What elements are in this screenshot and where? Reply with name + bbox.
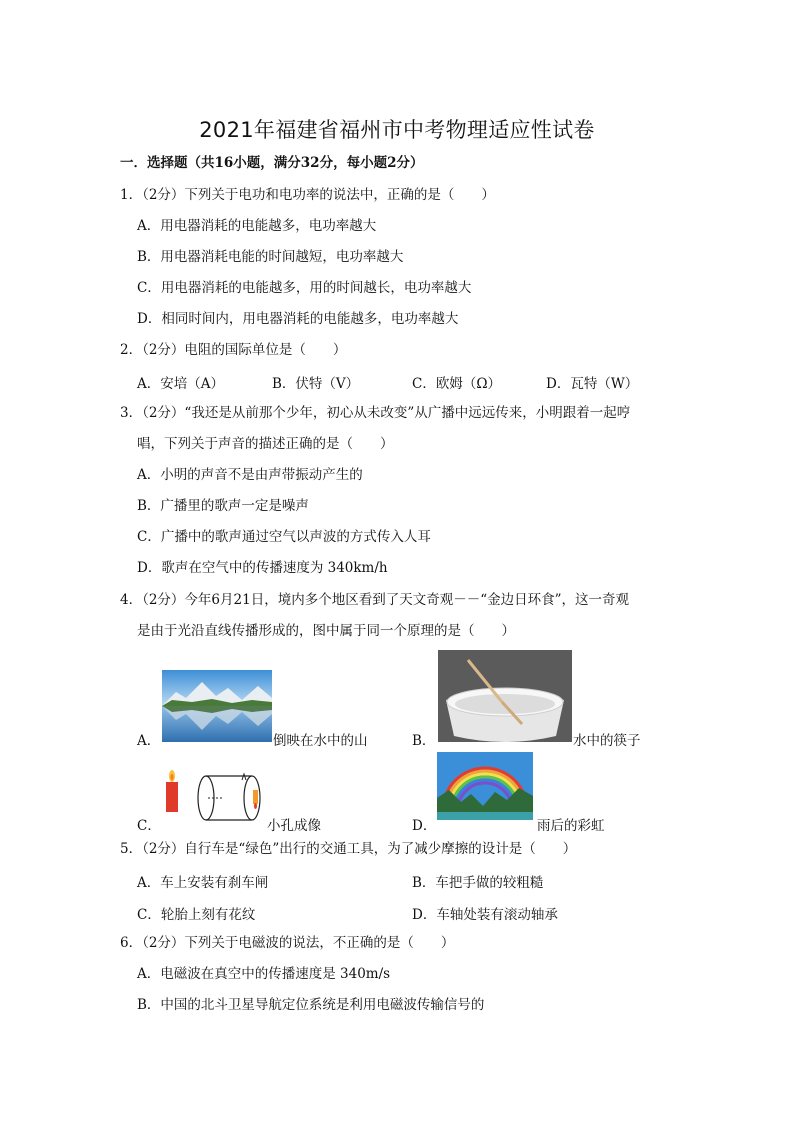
question-2-option-d: D．瓦特（W） <box>546 376 639 392</box>
question-4-option-c-letter: C． <box>137 818 161 834</box>
question-3-stem-line2: 唱，下列关于声音的描述正确的是（ ） <box>137 436 394 452</box>
question-2-option-b: B．伏特（V） <box>272 376 360 392</box>
question-4-option-d-caption: 雨后的彩虹 <box>537 818 605 834</box>
question-5-option-d: D．车轴处装有滚动轴承 <box>412 907 558 923</box>
question-1-option-b: B．用电器消耗电能的时间越短，电功率越大 <box>137 249 404 265</box>
question-6-stem: 6．（2分）下列关于电磁波的说法，不正确的是（ ） <box>120 935 455 951</box>
question-5-option-a: A．车上安装有刹车闸 <box>137 875 269 891</box>
rainbow-image <box>437 752 533 820</box>
question-3-option-a: A．小明的声音不是由声带振动产生的 <box>137 467 363 483</box>
question-4-option-c-caption: 小孔成像 <box>267 818 321 834</box>
question-3-stem-line1: 3．（2分）“我还是从前那个少年，初心从未改变”从广播中远远传来，小明跟着一起哼 <box>120 405 631 421</box>
question-4-stem-line1: 4．（2分）今年6月21日，境内多个地区看到了天文奇观－－“金边日环食”，这一奇观 <box>120 592 629 608</box>
page-title: 2021年福建省福州市中考物理适应性试卷 <box>199 118 595 142</box>
question-4-option-a-caption: 倒映在水中的山 <box>273 733 368 749</box>
question-4-option-b-caption: 水中的筷子 <box>573 733 641 749</box>
question-2-option-c: C．欧姆（Ω） <box>412 376 502 392</box>
mountain-reflection-image <box>162 670 272 742</box>
question-6-option-b: B．中国的北斗卫星导航定位系统是利用电磁波传输信号的 <box>137 997 485 1013</box>
question-5-stem: 5．（2分）自行车是“绿色”出行的交通工具，为了减少摩擦的设计是（ ） <box>120 841 577 857</box>
question-1-option-d: D．相同时间内，用电器消耗的电能越多，电功率越大 <box>137 311 459 327</box>
pinhole-camera-image <box>160 760 270 830</box>
question-5-option-b: B．车把手做的较粗糙 <box>412 875 544 891</box>
question-6-option-a: A．电磁波在真空中的传播速度是 340m/s <box>137 966 391 982</box>
question-4-option-d-letter: D． <box>412 818 437 834</box>
question-3-option-c: C．广播中的歌声通过空气以声波的方式传入人耳 <box>137 529 431 545</box>
chopstick-in-bowl-image <box>438 650 572 742</box>
question-1-option-a: A．用电器消耗的电能越多，电功率越大 <box>137 218 377 234</box>
question-3-option-b: B．广播里的歌声一定是噪声 <box>137 498 309 514</box>
question-5-option-c: C．轮胎上刻有花纹 <box>137 907 256 923</box>
question-4-option-a-letter: A． <box>137 733 161 749</box>
question-1-option-c: C．用电器消耗的电能越多，用的时间越长，电功率越大 <box>137 280 472 296</box>
question-4-stem-line2: 是由于光沿直线传播形成的，图中属于同一个原理的是（ ） <box>137 623 515 639</box>
question-1-stem: 1．（2分）下列关于电功和电功率的说法中，正确的是（ ） <box>120 187 495 203</box>
question-3-option-d: D．歌声在空气中的传播速度为 340km/h <box>137 560 388 576</box>
section-heading: 一．选择题（共16小题，满分32分，每小题2分） <box>120 155 424 171</box>
question-2-stem: 2．（2分）电阻的国际单位是（ ） <box>120 342 347 358</box>
question-4-option-b-letter: B． <box>412 733 436 749</box>
question-2-option-a: A．安培（A） <box>137 376 224 392</box>
